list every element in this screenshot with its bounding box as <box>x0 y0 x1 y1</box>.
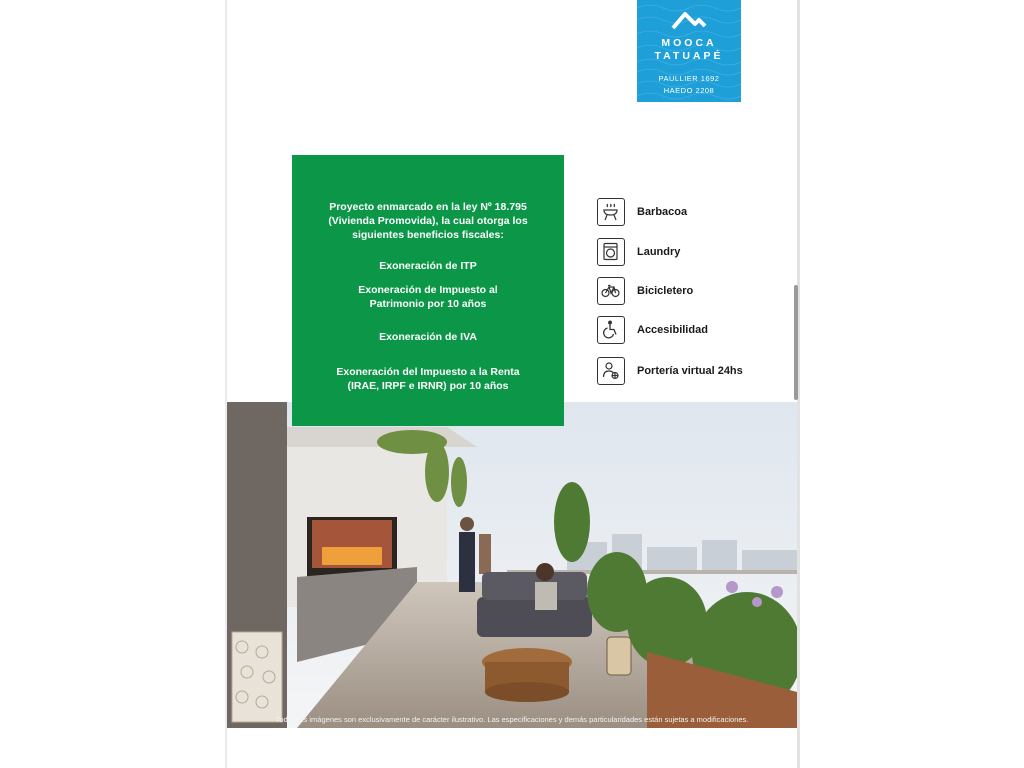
amenity-bicycle-rack <box>597 277 777 307</box>
laundry-icon <box>597 238 625 266</box>
fiscal-benefits-box <box>292 155 564 426</box>
barbecue-icon <box>597 198 625 226</box>
image-disclaimer: Todas las imágenes son exclusivamente de carácter ilustrativo. Las especificaciones y demás particularidades están sujetas a modificaciones. <box>275 715 749 724</box>
terrace-illustration <box>227 402 797 728</box>
amenity-label: Bicicletero <box>637 285 694 297</box>
logo-address-1: PAULLIER 1692 <box>658 74 720 83</box>
logo-line-1: MOOCA <box>661 37 717 49</box>
logo-address-2: HAEDO 2208 <box>663 86 715 95</box>
amenity-laundry <box>597 238 777 268</box>
amenity-label: Barbacoa <box>637 206 688 218</box>
scrollbar-thumb[interactable] <box>794 285 798 400</box>
brand-logo <box>637 0 741 102</box>
benefit-item: Exoneración de Impuesto al Patrimonio por 10 años <box>358 284 498 310</box>
logo-line-2: TATUAPÉ <box>654 50 724 62</box>
virtual-concierge-icon <box>597 357 625 385</box>
amenity-label: Accesibilidad <box>637 324 708 336</box>
benefit-item: Exoneración del Impuesto a la Renta (IRAE, IRPF e IRNR) por 10 años <box>336 366 520 392</box>
amenity-label: Laundry <box>637 246 681 258</box>
benefit-item: Exoneración de IVA <box>379 331 477 343</box>
logo-wave-icon <box>671 10 707 32</box>
amenity-label: Portería virtual 24hs <box>637 365 743 377</box>
bicycle-icon <box>597 277 625 305</box>
accessibility-icon <box>597 316 625 344</box>
benefit-item: Exoneración de ITP <box>379 260 477 272</box>
amenity-accessibility <box>597 316 777 346</box>
amenity-virtual-concierge <box>597 357 777 387</box>
rooftop-terrace-rendering <box>227 402 797 728</box>
benefits-intro: Proyecto enmarcado en la ley Nº 18.795 (Vivienda Promovida), la cual otorga los siguientes beneficios fiscales: <box>328 201 528 241</box>
amenity-barbecue <box>597 198 777 228</box>
